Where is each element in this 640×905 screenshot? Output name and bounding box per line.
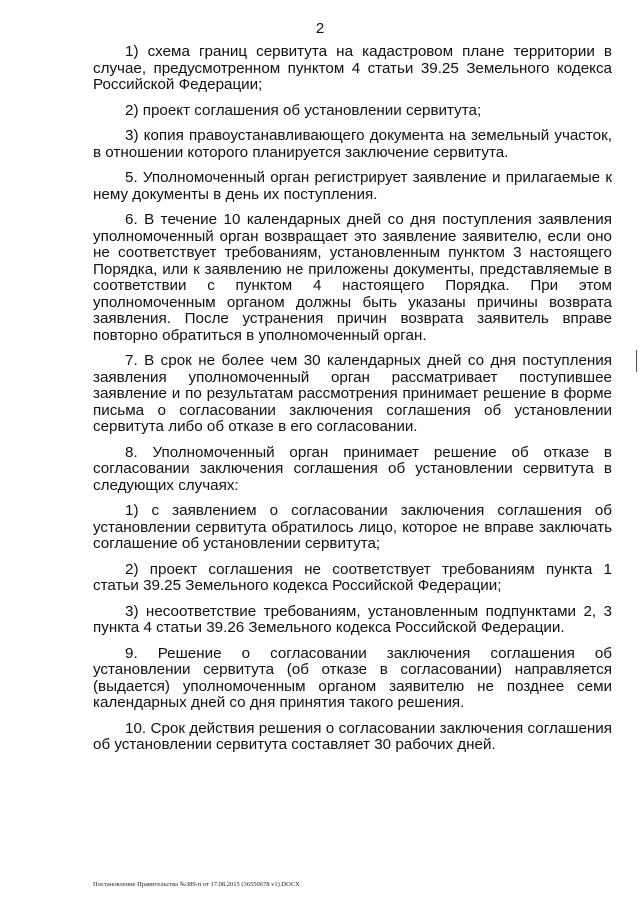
document-footer: Постановление Правительства №389-п от 17.08.2015 (36550678 v1).DOCX [93, 881, 300, 888]
paragraph-9: 9. Решение о согласовании заключения соглашения об установлении сервитута (об отказе в согласовании) направляется (выдается) уполномоченным органом заявителю не позднее семи календарных дней со дня принятия такого решения. [93, 644, 612, 711]
scan-edge-mark [636, 350, 637, 372]
paragraph-item-1: 1) схема границ сервитута на кадастровом плане территории в случае, предусмотренном пунктом 4 статьи 39.25 Земельного кодекса Российской Федерации; [93, 43, 612, 93]
paragraph-8: 8. Уполномоченный орган принимает решение об отказе в согласовании заключения соглашения об установлении сервитута в следующих случаях: [93, 443, 612, 494]
paragraph-6: 6. В течение 10 календарных дней со дня поступления заявления уполномоченный орган возвращает это заявление заявителю, если оно не соответствует требованиям, установленным пунктом 3 настоящего Порядка, или к заявлению не приложены документы, представляемые в соответствии с пунктом 4 настоящего Порядка. При этом уполномоченным органом должны быть указаны причины возврата заявления. После устранения причин возврата заявитель вправе повторно обратиться в уполномоченный орган. [93, 211, 612, 344]
document-body [93, 44, 612, 763]
paragraph-10: 10. Срок действия решения о согласовании заключения соглашения об установлении сервитута составляет 30 рабочих дней. [93, 719, 612, 753]
paragraph-item-2: 2) проект соглашения об установлении сервитута; [125, 101, 482, 119]
paragraph-7: 7. В срок не более чем 30 календарных дней со дня поступления заявления уполномоченный орган рассматривает поступившее заявление и по результатам рассмотрения принимает решение в форме письма о согласовании заключения соглашения об установлении сервитута либо об отказе в его согласовании. [93, 352, 612, 435]
page-number: 2 [315, 20, 325, 37]
paragraph-8-item-2: 2) проект соглашения не соответствует требованиям пункта 1 статьи 39.25 Земельного кодекса Российской Федерации; [93, 560, 612, 594]
paragraph-8-item-3: 3) несоответствие требованиям, установленным подпунктами 2, 3 пункта 4 статьи 39.26 Земельного кодекса Российской Федерации. [93, 602, 612, 636]
paragraph-8-item-1: 1) с заявлением о согласовании заключения соглашения об установлении сервитута обратилось лицо, которое не вправе заключать соглашение об установлении сервитута; [93, 502, 612, 552]
paragraph-item-3: 3) копия правоустанавливающего документа на земельный участок, в отношении которого планируется заключение сервитута. [93, 127, 612, 161]
paragraph-5: 5. Уполномоченный орган регистрирует заявление и прилагаемые к нему документы в день их поступления. [93, 169, 612, 203]
